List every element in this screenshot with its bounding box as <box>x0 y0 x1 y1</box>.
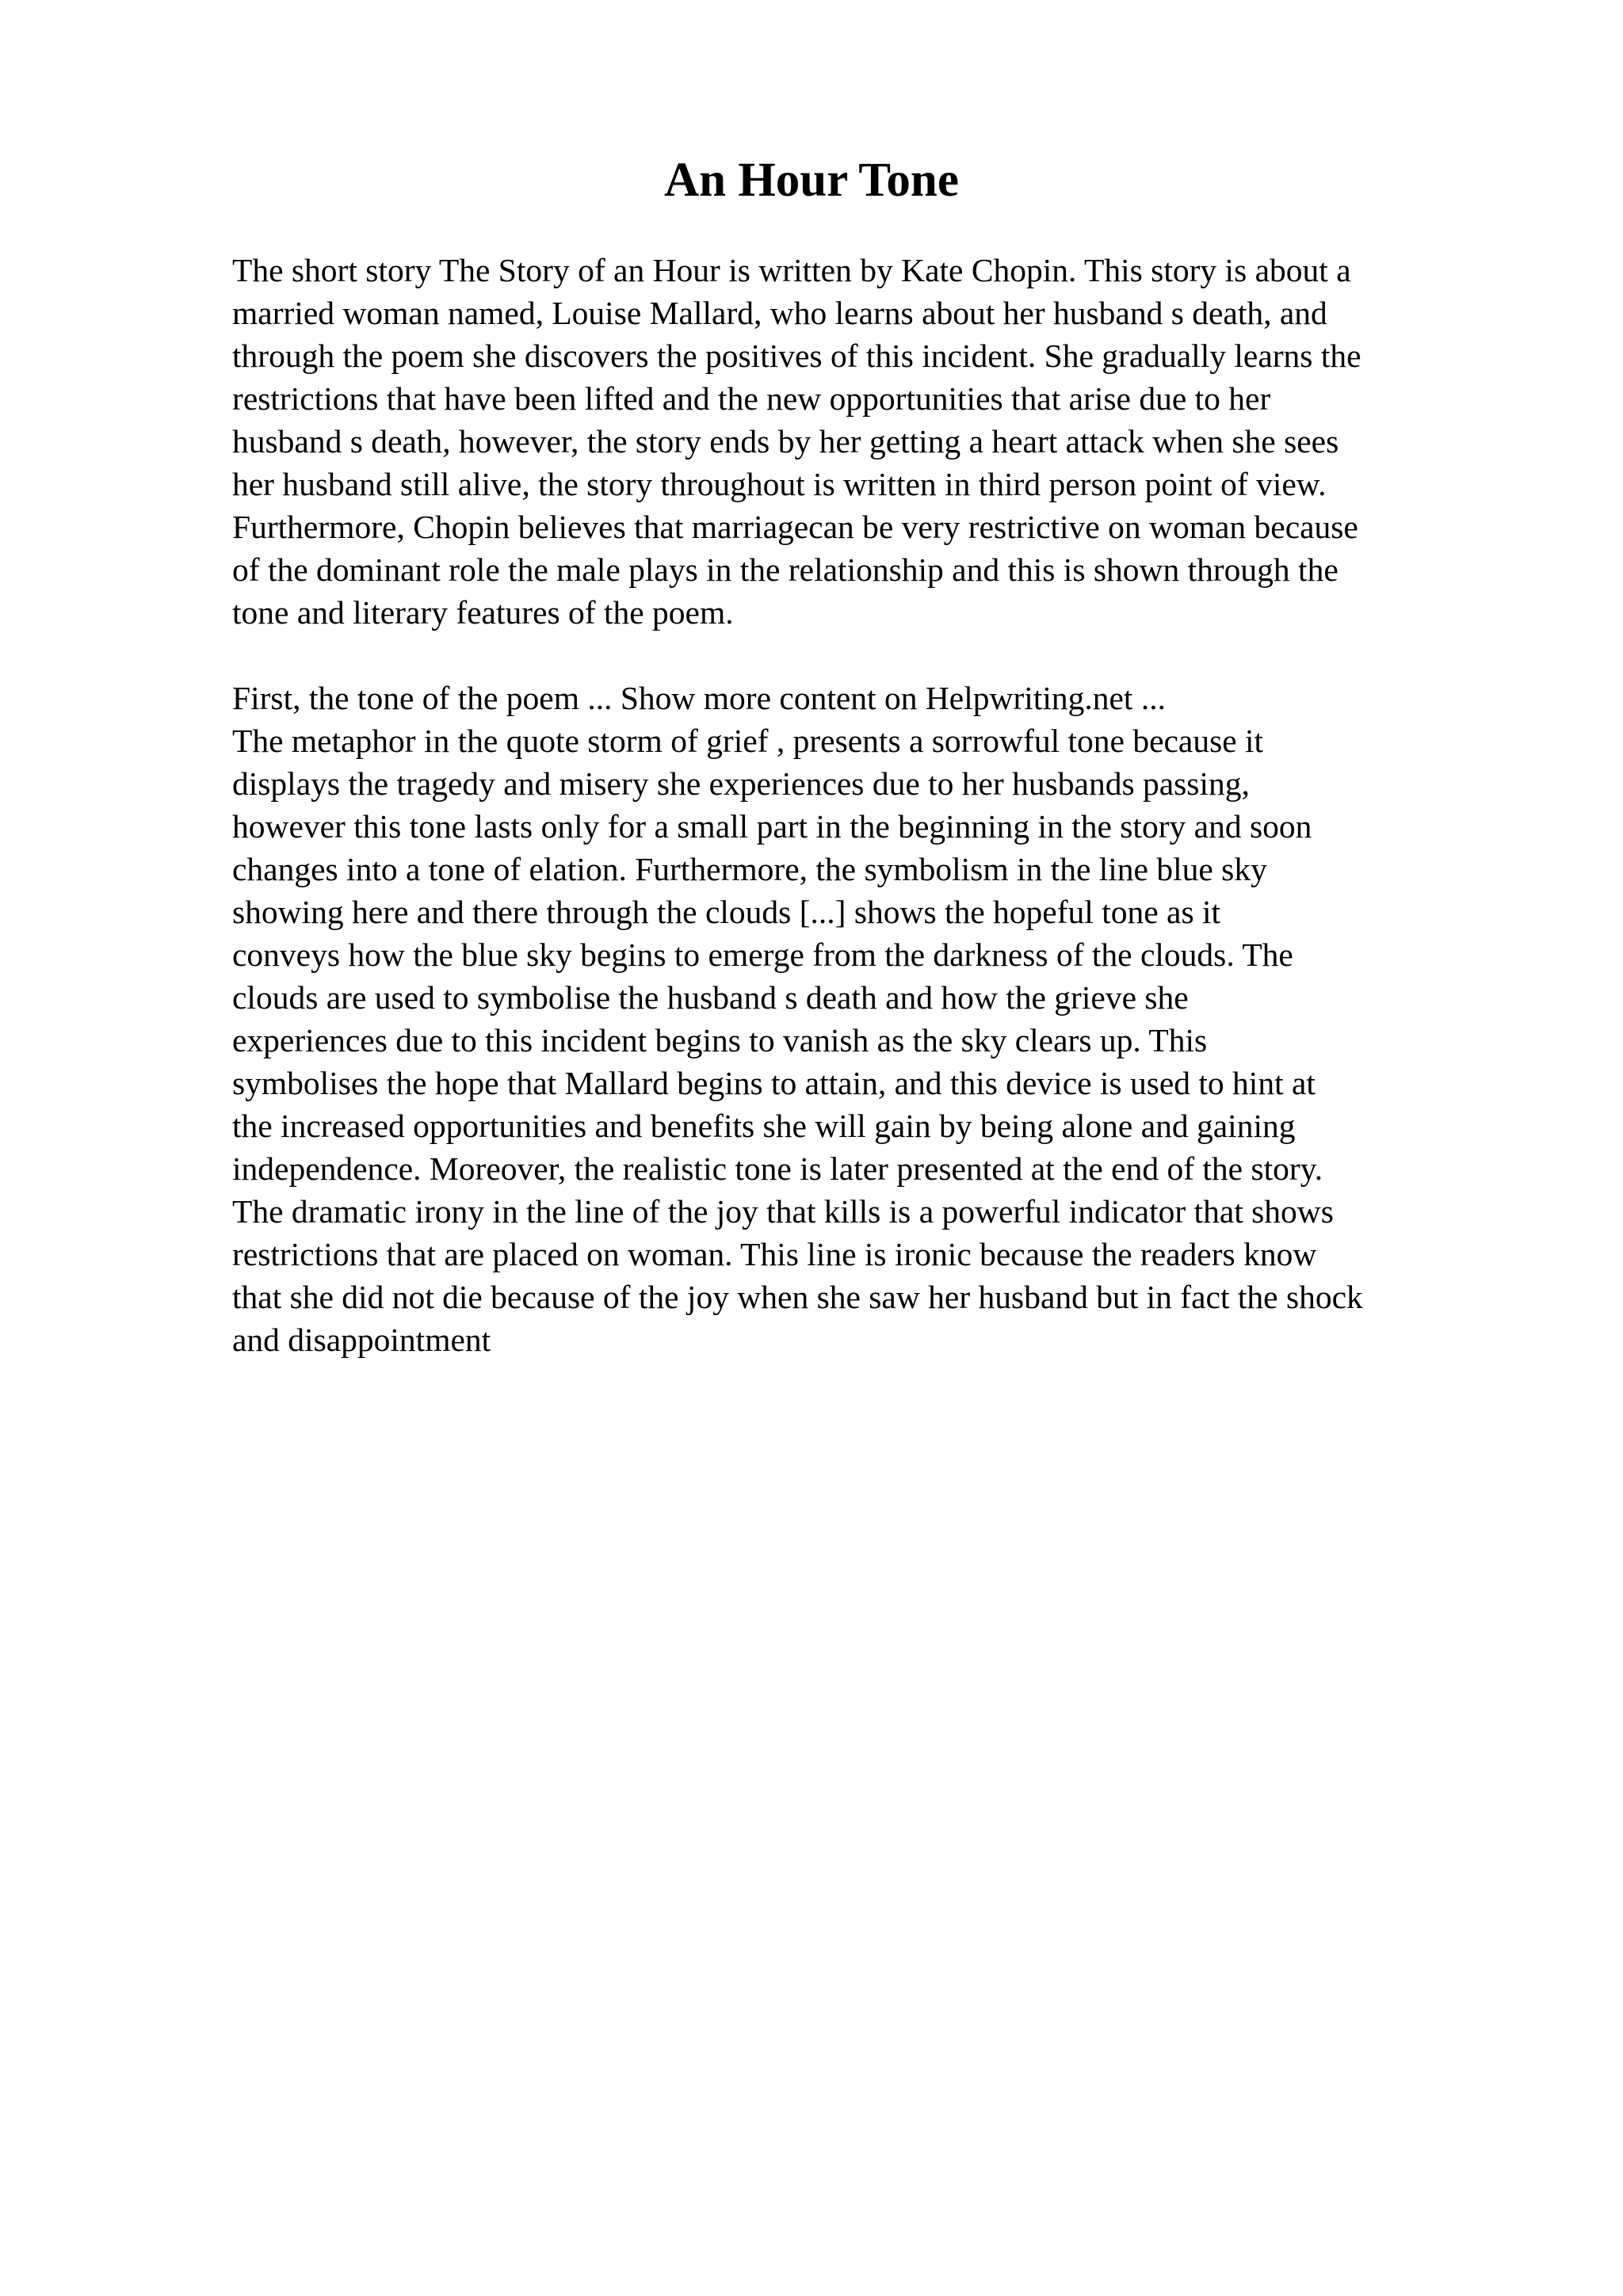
text-line: symbolises the hope that Mallard begins to attain, and this device is used to hint at <box>232 1065 1316 1101</box>
text-line: restrictions that have been lifted and the new opportunities that arise due to her <box>232 380 1271 417</box>
text-line: changes into a tone of elation. Furthermore, the symbolism in the line blue sky <box>232 851 1267 887</box>
text-line: First, the tone of the poem ... Show more content on Helpwriting.net ... <box>232 680 1166 716</box>
document-title: An Hour Tone <box>664 154 959 207</box>
text-line: experiences due to this incident begins to vanish as the sky clears up. This <box>232 1022 1208 1058</box>
text-line: Furthermore, Chopin believes that marriagecan be very restrictive on woman because <box>232 509 1358 545</box>
text-line: that she did not die because of the joy when she saw her husband but in fact the shock <box>232 1279 1363 1315</box>
text-line: conveys how the blue sky begins to emerge from the darkness of the clouds. The <box>232 936 1293 973</box>
text-line: through the poem she discovers the positives of this incident. She gradually learns the <box>232 338 1361 374</box>
text-line: independence. Moreover, the realistic tone is later presented at the end of the story. <box>232 1150 1323 1187</box>
text-line: The dramatic irony in the line of the joy that kills is a powerful indicator that shows <box>232 1193 1334 1230</box>
text-line: restrictions that are placed on woman. This line is ironic because the readers know <box>232 1236 1317 1272</box>
text-line: and disappointment <box>232 1322 491 1358</box>
text-line: the increased opportunities and benefits she will gain by being alone and gaining <box>232 1108 1296 1144</box>
text-line: husband s death, however, the story ends by her getting a heart attack when she sees <box>232 423 1339 460</box>
text-line: displays the tragedy and misery she experiences due to her husbands passing, <box>232 765 1250 802</box>
text-line: her husband still alive, the story throughout is written in third person point of view. <box>232 466 1327 502</box>
text-line: The metaphor in the quote storm of grief , presents a sorrowful tone because it <box>232 723 1264 759</box>
text-line: however this tone lasts only for a small part in the beginning in the story and soon <box>232 808 1312 845</box>
text-line: of the dominant role the male plays in the relationship and this is shown through the <box>232 551 1338 588</box>
text-line: The short story The Story of an Hour is written by Kate Chopin. This story is about a <box>232 252 1351 288</box>
text-line: married woman named, Louise Mallard, who learns about her husband s death, and <box>232 295 1327 331</box>
text-line: tone and literary features of the poem. <box>232 594 734 631</box>
text-line: showing here and there through the clouds [...] shows the hopeful tone as it <box>232 894 1221 930</box>
text-line: clouds are used to symbolise the husband s death and how the grieve she <box>232 979 1189 1016</box>
